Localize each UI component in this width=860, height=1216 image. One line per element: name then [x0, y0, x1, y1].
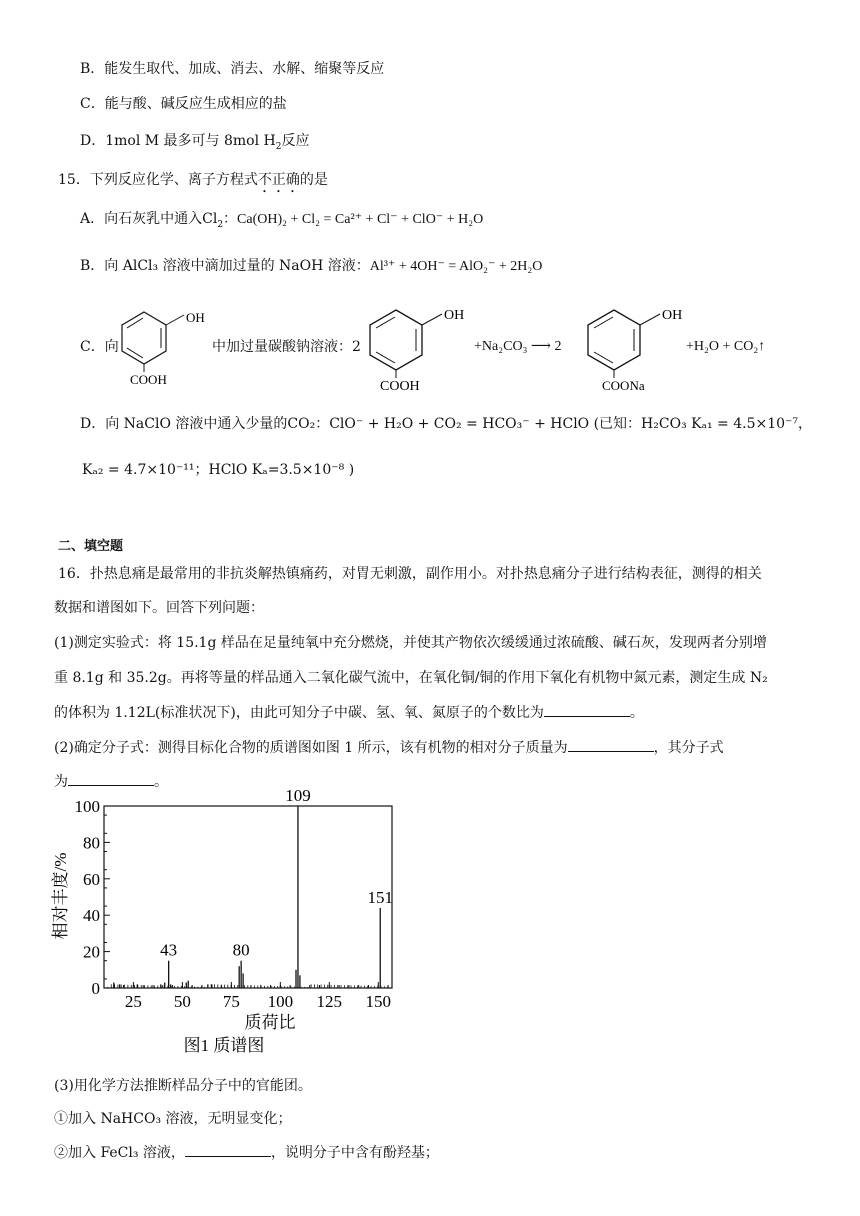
peak-label: 43 [160, 940, 178, 960]
q14-option-d: D．1mol M 最多可与 8mol $H_2$反应 [80, 133, 310, 152]
q16-part1-line2: 重 8.1g 和 35.2g。再将等量的样品通入二氧化碳气流中，在氧化铜/铜的作用下氧化有机物中氮元素，测定生成 N₂ [54, 670, 768, 686]
salicylic-acid-structure [360, 296, 472, 394]
q15-option-d-line1: D．向 NaClO 溶液中通入少量的CO₂：ClO⁻ + H₂O + CO₂ = HCO₃⁻ + HClO (已知：H₂CO₃ Kₐ₁ = 4.5×10⁻⁷， [80, 416, 813, 432]
y-tick-label: 20 [83, 942, 100, 962]
q16-part1-line1: (1)测定实验式：将 15.1g 样品在足量纯氧中充分燃烧，并使其产物依次缓缓通过浓硫酸、碱石灰，发现两者分别增 [54, 635, 767, 651]
q14-option-c: C．能与酸、碱反应生成相应的盐 [80, 96, 287, 112]
q15-option-c-label: C．向 [80, 339, 119, 355]
x-tick-label: 125 [316, 992, 343, 1011]
chart-caption: 图1 质谱图 [183, 1036, 265, 1055]
q15-stem: 15．下列反应化学、离子方程式不正确的是 [58, 172, 328, 188]
q16-part2-line1: (2)确定分子式：测得目标化合物的质谱图如图 1 所示，该有机物的相对分子质量为 ，其分子式 [54, 737, 724, 758]
q16-part2-line2: 为 。 [54, 771, 168, 792]
cooh-label: COOH [130, 372, 167, 387]
q15-option-c-mid: 中加过量碳酸钠溶液：2 [212, 339, 361, 355]
q16-stem-1: 16．扑热息痛是最常用的非抗炎解热镇痛药，对胃无刺激，副作用小。对扑热息痛分子进行结构表征，测得的相关 [58, 566, 762, 582]
q15-option-c-tail: +H₂O + CO₂↑ [686, 339, 766, 354]
plot-frame [104, 806, 392, 988]
y-axis-label: 相对丰度/% [51, 852, 70, 940]
y-tick-label: 100 [74, 797, 100, 816]
x-tick-label: 25 [124, 992, 142, 1011]
coona-label: COONa [602, 378, 645, 393]
answer-blank-observation[interactable] [185, 1142, 271, 1157]
peak-label: 151 [367, 887, 393, 907]
mass-spectrum-chart [40, 786, 410, 1062]
y-tick-label: 80 [83, 833, 100, 853]
q15-option-d-line2: Kₐ₂ = 4.7×10⁻¹¹；HClO Kₐ=3.5×10⁻⁸ ) [82, 462, 355, 478]
x-tick-label: 50 [173, 992, 191, 1011]
answer-blank-molar-mass[interactable] [568, 737, 654, 752]
peak-label: 109 [285, 786, 311, 805]
salicylic-acid-structure-small [110, 298, 210, 390]
x-tick-label: 150 [365, 992, 392, 1011]
y-tick-label: 0 [91, 979, 100, 998]
chart-bars [108, 786, 393, 988]
oh-label: OH [186, 310, 205, 325]
y-tick-label: 40 [83, 906, 100, 926]
q15-option-b: B．向 AlCl₃ 溶液中滴加过量的 NaOH 溶液：Al³⁺ + 4OH⁻ = AlO₂⁻ + 2H₂O [80, 258, 543, 274]
y-tick-label: 60 [83, 869, 100, 889]
q15-option-c-plus: +Na₂CO₃ ⟶ 2 [474, 339, 562, 354]
q16-part1-line3: 的体积为 1.12L(标准状况下)，由此可知分子中碳、氢、氧、氮原子的个数比为 。 [54, 702, 644, 723]
oh-label: OH [662, 308, 683, 323]
x-tick-label: 75 [222, 992, 240, 1011]
chart-axes [75, 797, 393, 1011]
peak-label: 80 [232, 940, 250, 960]
q16-stem-2: 数据和谱图如下。回答下列问题： [54, 600, 264, 616]
emphasis-text: 不正确 [257, 172, 300, 188]
q16-part3-item2: ②加入 FeCl₃ 溶液， ，说明分子中含有酚羟基； [54, 1142, 439, 1163]
q16-part3-item1: ①加入 NaHCO₃ 溶液，无明显变化； [54, 1111, 292, 1127]
x-tick-label: 100 [267, 992, 294, 1011]
q14-option-b: B．能发生取代、加成、消去、水解、缩聚等反应 [80, 61, 385, 77]
answer-blank-ratio[interactable] [544, 702, 630, 717]
q16-part3: (3)用化学方法推断样品分子中的官能团。 [54, 1078, 312, 1094]
q15-option-a: A．向石灰乳中通入$Cl_2$：Ca(OH)₂ + Cl₂ = Ca²⁺ + Cl⁻ + ClO⁻ + H₂O [80, 211, 484, 230]
cooh-label: COOH [380, 379, 420, 394]
section-heading: 二、填空题 [58, 539, 124, 554]
x-axis-label: 质荷比 [244, 1013, 296, 1032]
answer-blank-formula[interactable] [68, 771, 154, 786]
sodium-salicylate-structure [578, 296, 690, 394]
oh-label: OH [444, 308, 465, 323]
